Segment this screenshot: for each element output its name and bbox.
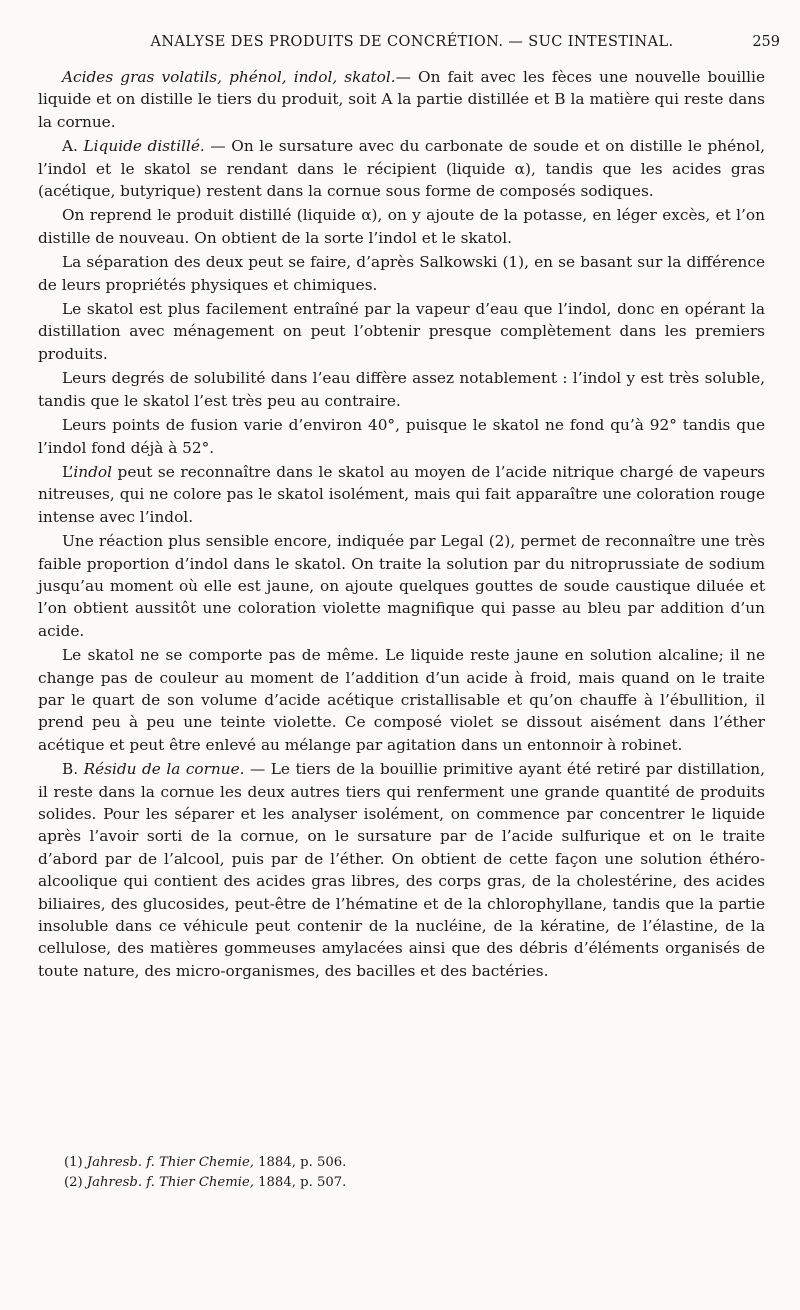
paragraph-11 xyxy=(38,758,765,982)
subsection-letter: A. xyxy=(62,137,84,156)
section-heading: Acides gras volatils, phénol, indol, skatol. xyxy=(62,68,396,86)
footnote-1 xyxy=(64,1153,704,1173)
footnote-page: p. 507. xyxy=(300,1175,347,1190)
subsection-heading: Liquide distillé. xyxy=(83,137,205,156)
footnote-source: Jahresb. f. Thier Chemie, xyxy=(86,1155,254,1170)
footnote-source: Jahresb. f. Thier Chemie, xyxy=(86,1175,254,1190)
paragraph-1 xyxy=(38,66,765,133)
paragraph-text: — On le sursature avec du carbonate de soude et on distille le phénol, l’indol et le skatol se rendant dans le récipient (liquide α), tandis que les acides gras (acétique, butyrique) restent dans la cornue sous forme de composés sodiques. xyxy=(38,137,765,201)
page-header xyxy=(38,32,786,56)
footnote-year: 1884, xyxy=(258,1155,296,1170)
running-head: ANALYSE DES PRODUITS DE CONCRÉTION. — SUC INTESTINAL. xyxy=(150,34,674,50)
paragraph-2 xyxy=(38,135,765,202)
article-prefix: L’ xyxy=(62,462,74,481)
paragraph-8 xyxy=(38,461,765,528)
paragraph-5: Le skatol est plus facilement entraîné par la vapeur d’eau que l’indol, donc en opérant la distillation avec ménagement on peut l’obtenir presque complètement dans les premiers produits. xyxy=(38,300,765,363)
subsection-heading: Résidu de la cornue. xyxy=(83,760,245,779)
paragraph-text: — On fait avec les fèces une nouvelle bouillie liquide et on distille le tiers du produit, soit A la partie distillée et B la matière qui reste dans la cornue. xyxy=(38,68,765,131)
paragraph-9: Une réaction plus sensible encore, indiquée par Legal (2), permet de reconnaître une très faible proportion d’indol dans le skatol. On traite la solution par du nitroprussiate de sodium jusqu’au moment où elle est jaune, on ajoute quelques gouttes de soude caustique diluée et l’on obtient aussitôt une coloration violette magnifique qui passe au bleu par addition d’un acide. xyxy=(38,532,765,640)
footnote-page: p. 506. xyxy=(300,1155,347,1170)
italic-term: indol xyxy=(73,462,112,481)
footnote-number: (2) xyxy=(64,1175,83,1190)
paragraph-10: Le skatol ne se comporte pas de même. Le liquide reste jaune en solution alcaline; il ne change pas de couleur au moment de l’addition d’un acide à froid, mais quand on le traite par le quart de son volume d’acide acétique cristallisable et qu’on chauffe à l’ébullition, il prend peu à peu une teinte violette. Ce composé violet se dissout aisément dans l’éther acétique et peut être enlevé au mélange par agitation dans un entonnoir à robinet. xyxy=(38,646,765,754)
subsection-letter: B. xyxy=(62,760,84,779)
paragraph-3: On reprend le produit distillé (liquide α), on y ajoute de la potasse, en léger excès, et l’on distille de nouveau. On obtient de la sorte l’indol et le skatol. xyxy=(38,206,765,247)
paragraph-text: peut se reconnaître dans le skatol au moyen de l’acide nitrique chargé de vapeurs nitreuses, qui ne colore pas le skatol isolément, mais qui fait apparaître une coloration rouge intense avec l’indol. xyxy=(38,462,765,526)
paragraph-6: Leurs degrés de solubilité dans l’eau diffère assez notablement : l’indol y est très soluble, tandis que le skatol l’est très peu au contraire. xyxy=(38,369,765,410)
paragraph-4: La séparation des deux peut se faire, d’après Salkowski (1), en se basant sur la différence de leurs propriétés physiques et chimiques. xyxy=(38,253,765,294)
footnote-number: (1) xyxy=(64,1155,83,1170)
paragraph-text: — Le tiers de la bouillie primitive ayant été retiré par distillation, il reste dans la cornue les deux autres tiers qui renferment une grande quantité de produits solides. Pour les séparer et les analyser isolément, on commence par concentrer le liquide après l’avoir sorti de la cornue, on le sursature par de l’acide sulfurique et on le traite d’abord par de l’alcool, puis par de l’éther. On obtient de cette façon une solution éthéro-alcoolique qui contient des acides gras libres, des corps gras, de la cholestérine, des acides biliaires, des glucosides, peut-être de l’hématine et de la chlorophyllane, tandis que la partie insoluble dans ce véhicule peut contenir de la nucléine, de la kératine, de l’élastine, de la cellulose, des matières gommeuses amylacées ainsi que des débris d’éléments organisés de toute nature, des micro-organismes, des bacilles et des bactéries. xyxy=(38,760,766,980)
page-number: 259 xyxy=(752,34,780,50)
footnotes xyxy=(64,1153,704,1193)
footnote-year: 1884, xyxy=(258,1175,296,1190)
main-text xyxy=(38,66,765,982)
paragraph-7: Leurs points de fusion varie d’environ 40°, puisque le skatol ne fond qu’à 92° tandis que l’indol fond déjà à 52°. xyxy=(38,416,765,457)
footnote-2 xyxy=(64,1173,704,1193)
